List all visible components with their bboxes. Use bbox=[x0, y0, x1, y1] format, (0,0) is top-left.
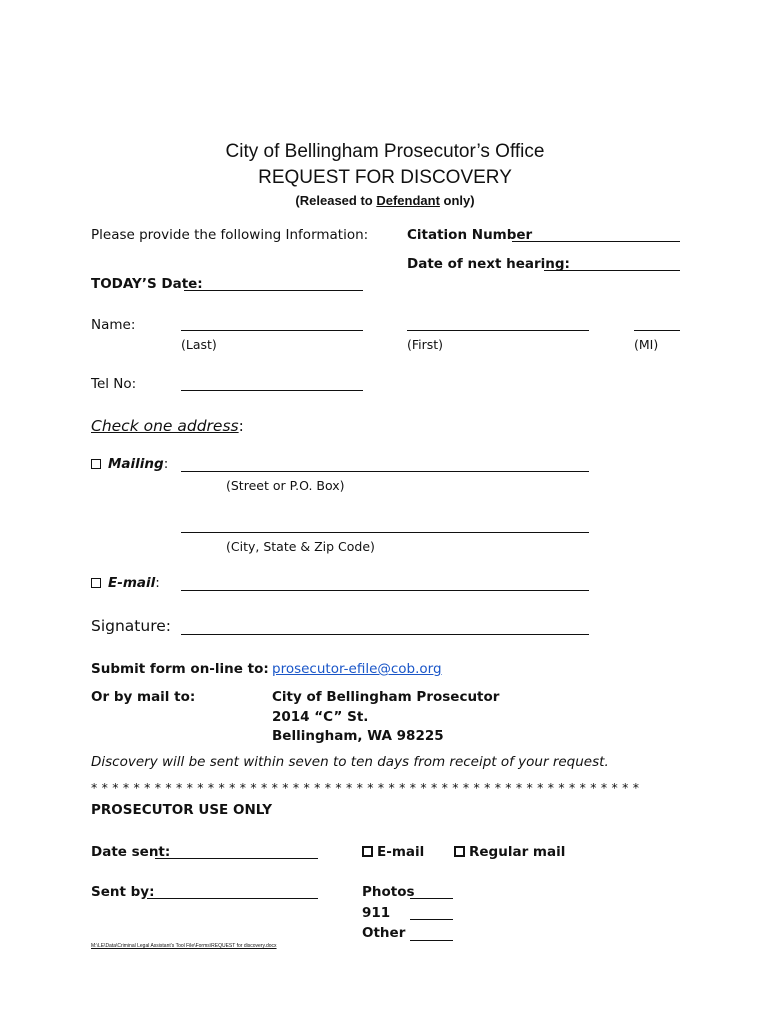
mail-line3: Bellingham, WA 98225 bbox=[272, 728, 444, 744]
regular-mail-option[interactable] bbox=[454, 844, 565, 860]
office-title: City of Bellingham Prosecutor’s Office bbox=[225, 141, 545, 162]
address-heading-text: Check one address bbox=[91, 417, 239, 435]
email-checkbox[interactable] bbox=[91, 578, 101, 588]
mailing-label: Mailing bbox=[108, 456, 164, 472]
other-field[interactable] bbox=[410, 940, 453, 941]
footer-path: M:\LE\Data\Criminal Legal Assistant’s Tool File\Forms\REQUEST for discovery.docx bbox=[91, 943, 277, 949]
prosecutor-heading: PROSECUTOR USE ONLY bbox=[91, 802, 273, 818]
submit-email-link[interactable]: prosecutor-efile@cob.org bbox=[272, 661, 442, 677]
regular-mail-checkbox[interactable] bbox=[454, 846, 465, 857]
street-caption: (Street or P.O. Box) bbox=[226, 478, 345, 493]
release-note-defendant: Defendant bbox=[376, 193, 440, 208]
citation-field[interactable] bbox=[512, 241, 680, 242]
email-colon: : bbox=[155, 575, 160, 591]
mailing-checkbox[interactable] bbox=[91, 459, 101, 469]
mi-caption: (MI) bbox=[634, 337, 659, 352]
release-note-prefix: (Released to bbox=[295, 193, 377, 208]
today-field[interactable] bbox=[184, 290, 363, 291]
photos-field[interactable] bbox=[410, 898, 453, 899]
name-label: Name: bbox=[91, 317, 136, 333]
street-field[interactable] bbox=[181, 471, 589, 472]
regular-mail-label: Regular mail bbox=[469, 844, 566, 860]
date-sent-field[interactable] bbox=[155, 858, 318, 859]
mail-label: Or by mail to: bbox=[91, 689, 196, 705]
hearing-field[interactable] bbox=[544, 270, 680, 271]
address-heading-colon: : bbox=[238, 417, 244, 435]
form-title: REQUEST FOR DISCOVERY bbox=[258, 167, 512, 188]
release-note bbox=[0, 193, 770, 208]
email-sent-option[interactable] bbox=[362, 844, 424, 860]
email-sent-checkbox[interactable] bbox=[362, 846, 373, 857]
photos-label: Photos bbox=[362, 884, 415, 900]
tel-label: Tel No: bbox=[91, 376, 137, 392]
mi-field[interactable] bbox=[634, 330, 680, 331]
first-caption: (First) bbox=[407, 337, 444, 352]
mailing-option[interactable] bbox=[91, 456, 168, 472]
tel-field[interactable] bbox=[181, 390, 363, 391]
sent-by-label: Sent by: bbox=[91, 884, 155, 900]
city-caption: (City, State & Zip Code) bbox=[226, 539, 375, 554]
sent-by-field[interactable] bbox=[147, 898, 318, 899]
city-field[interactable] bbox=[181, 532, 589, 533]
submit-online-label: Submit form on-line to: bbox=[91, 661, 269, 677]
hearing-label: Date of next hearing: bbox=[407, 256, 570, 272]
delivery-notice: Discovery will be sent within seven to ten days from receipt of your request. bbox=[91, 754, 609, 770]
last-name-field[interactable] bbox=[181, 330, 363, 331]
mailing-colon: : bbox=[163, 456, 169, 472]
mail-line1: City of Bellingham Prosecutor bbox=[272, 689, 500, 705]
n911-label: 911 bbox=[362, 905, 391, 921]
signature-field[interactable] bbox=[181, 634, 589, 635]
today-label: TODAY’S Date: bbox=[91, 276, 203, 292]
date-sent-label: Date sent: bbox=[91, 844, 171, 860]
other-label: Other bbox=[362, 925, 406, 941]
signature-label: Signature: bbox=[91, 617, 171, 635]
first-name-field[interactable] bbox=[407, 330, 589, 331]
email-option[interactable] bbox=[91, 575, 160, 591]
email-field[interactable] bbox=[181, 590, 589, 591]
email-label: E-mail bbox=[108, 575, 156, 591]
citation-label: Citation Number bbox=[407, 227, 533, 243]
intro-text: Please provide the following Information: bbox=[91, 227, 369, 243]
n911-field[interactable] bbox=[410, 919, 453, 920]
separator: * * * * * * * * * * * * * * * * * * * * * * * * * * * * * * * * * * * * * * * * * * * * * * * * * * * * bbox=[91, 780, 640, 795]
mail-line2: 2014 “C” St. bbox=[272, 709, 369, 725]
last-caption: (Last) bbox=[181, 337, 217, 352]
address-heading bbox=[91, 417, 244, 435]
release-note-suffix: only) bbox=[439, 193, 475, 208]
email-sent-label: E-mail bbox=[377, 844, 425, 860]
